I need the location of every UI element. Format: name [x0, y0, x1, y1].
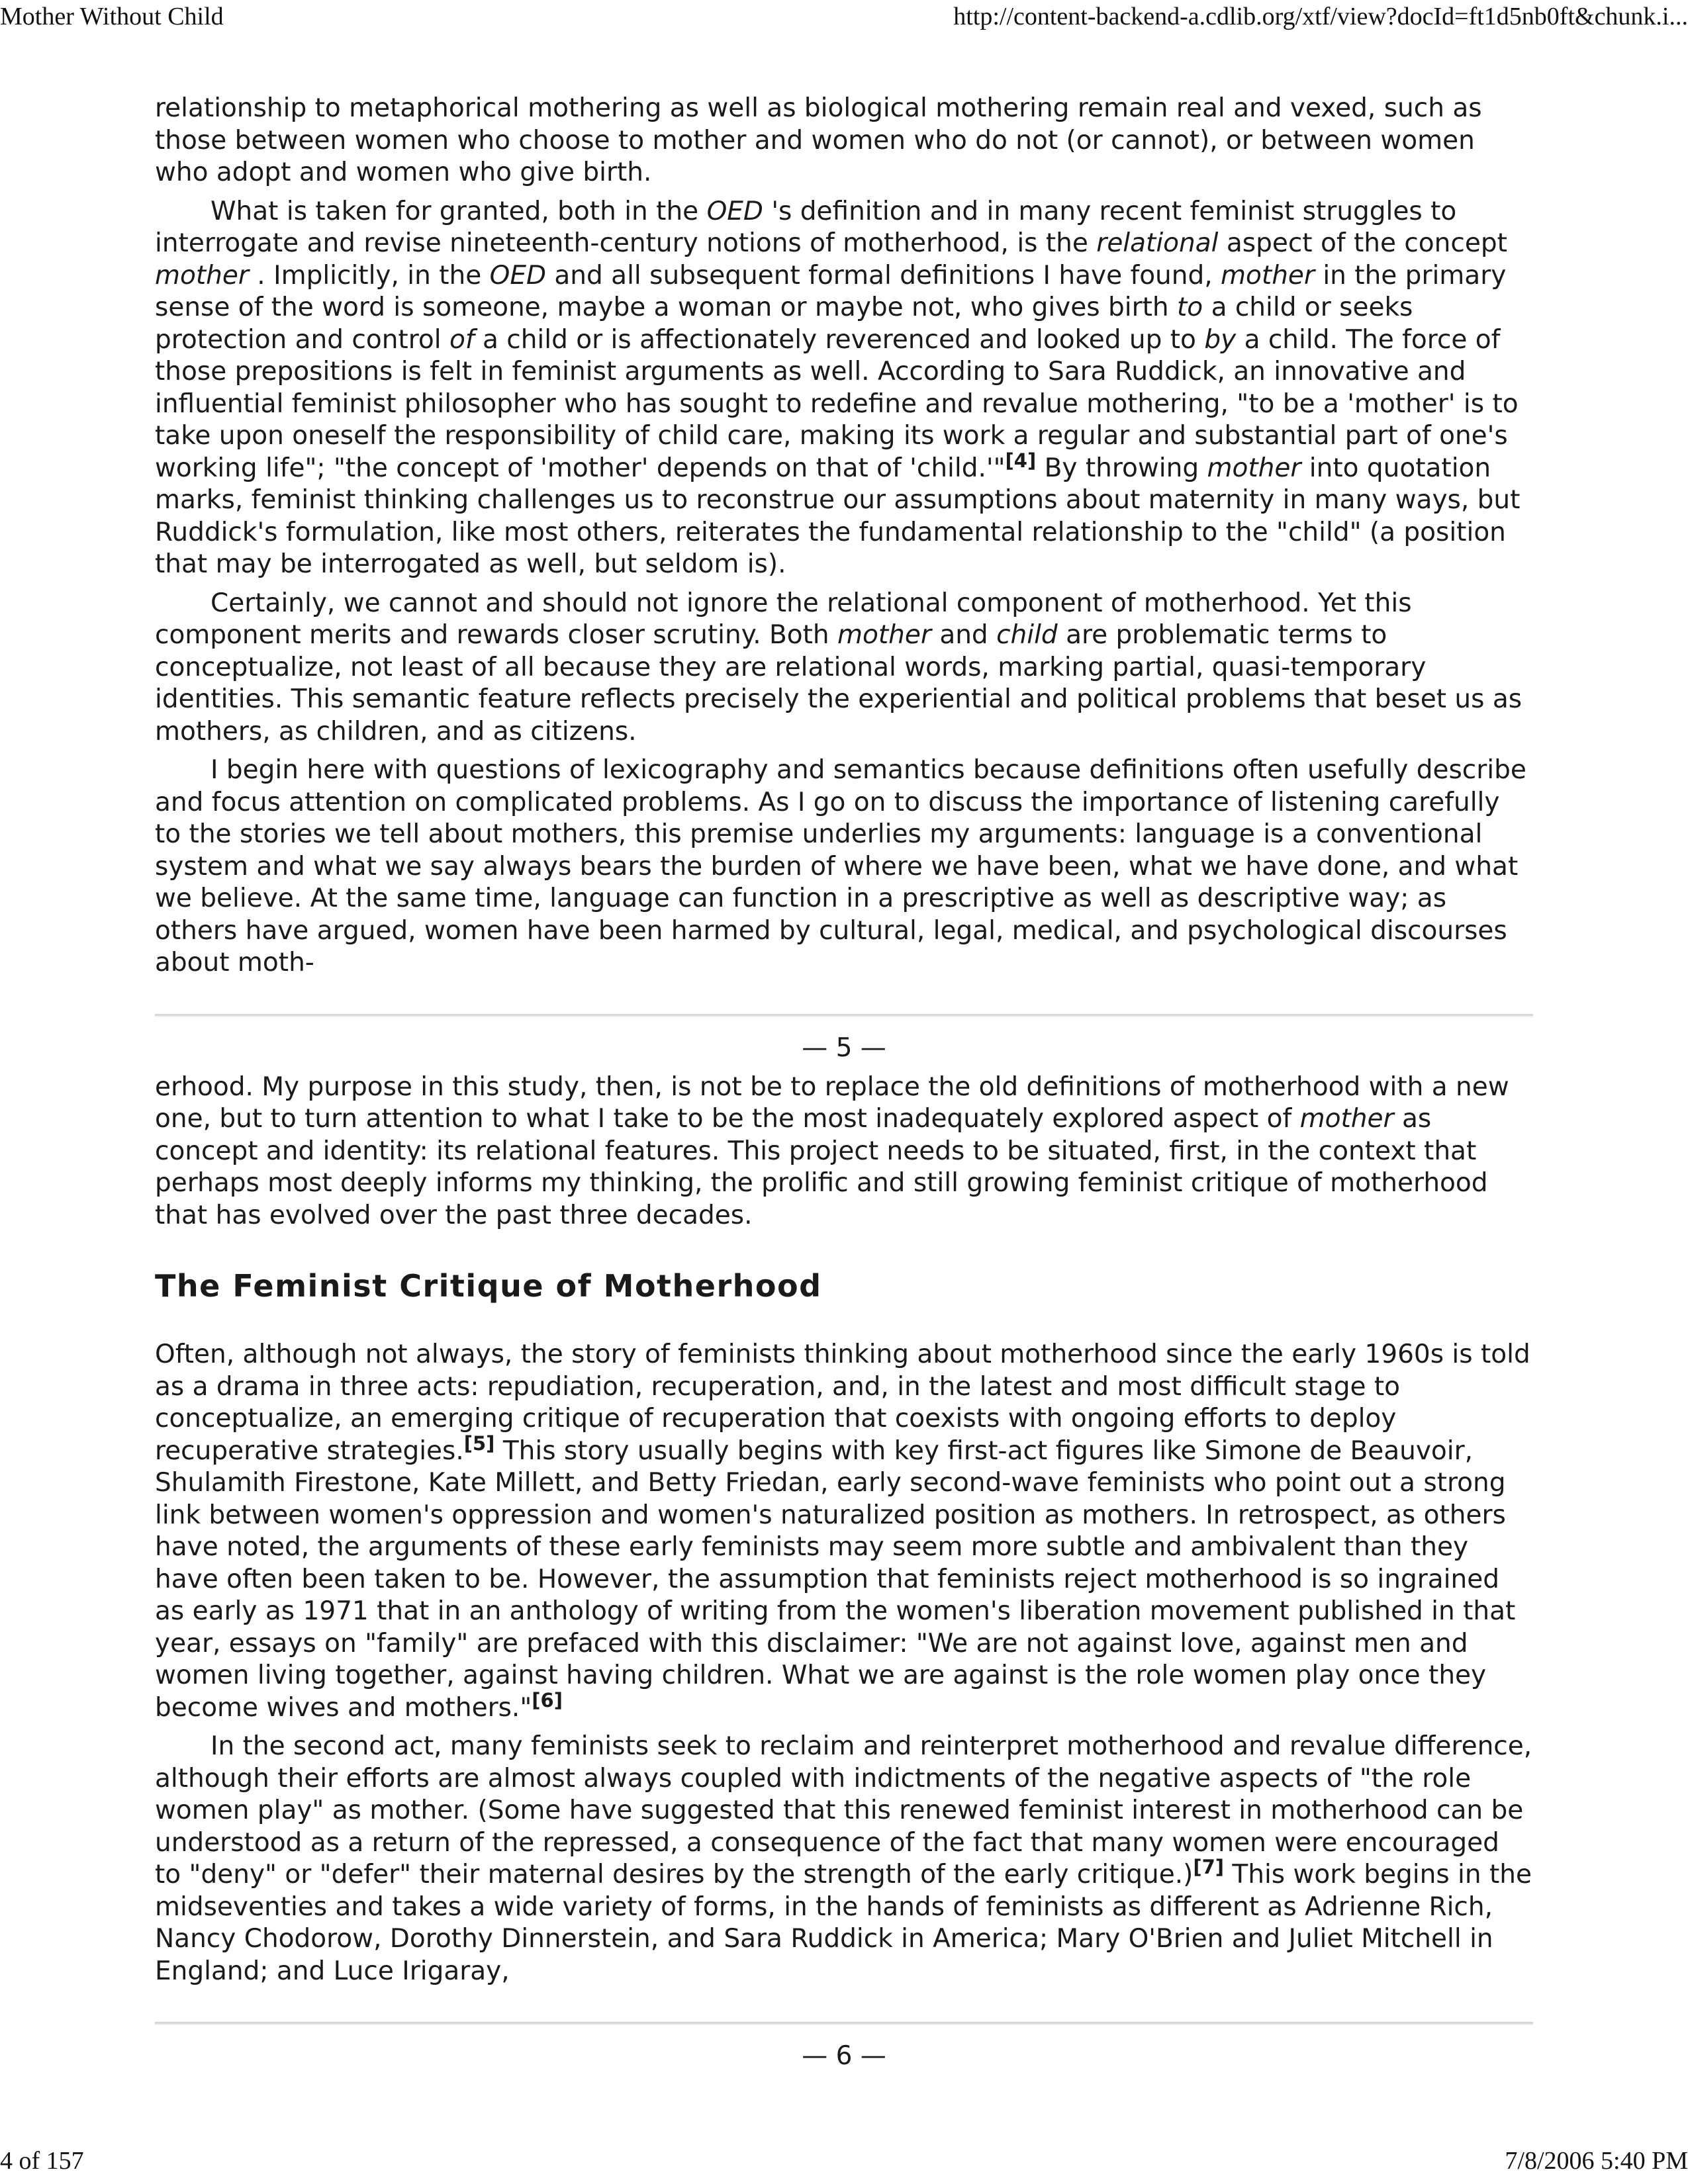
page-divider: [155, 1014, 1533, 1017]
paragraph: Certainly, we cannot and should not ignore the relational component of motherhood. Yet this component merits and rewards closer scrutiny. Both mother and child are problematic terms to conceptualize, not least of all because they are relational words, marking partial, quasi-temporary identities. This semantic feature reflects precisely the experiential and political problems that beset us as mothers, as children, and as citizens.: [155, 588, 1523, 747]
paragraph: I begin here with questions of lexicography and semantics because definitions often usefully describe and focus attention on complicated problems. As I go on to discuss the importance of listening carefully to the stories we tell about mothers, this premise underlies my arguments: language is a conventional system and what we say always bears the burden of where we have been, what we have done, and what we believe. At the same time, language can function in a prescriptive as well as descriptive way; as others have argued, women have been harmed by cultural, legal, medical, and psychological discourses about moth-: [155, 755, 1526, 978]
paragraph: relationship to metaphorical mothering as well as biological mothering remain real and vexed, such as those between women who choose to mother and women who do not (or cannot), or between women who adopt and women who give birth.: [155, 93, 1482, 187]
page-number: — 5 —: [802, 1032, 886, 1063]
paragraph: Often, although not always, the story of feminists thinking about motherhood since the early 1960s is told as a drama in three acts: repudiation, recuperation, and, in the latest and most difficult stage to conceptualize, an emerging critique of recuperation that coexists with ongoing efforts to deploy recuperative strategies.[5] This story usually begins with key first-act figures like Simone de Beauvoir, Shulamith Firestone, Kate Millett, and Betty Friedan, early second-wave feminists who point out a strong link between women's oppression and women's naturalized position as mothers. In retrospect, as others have noted, the arguments of these early feminists may seem more subtle and ambivalent than they have often been taken to be. However, the assumption that feminists reject motherhood is so ingrained as early as 1971 that in an anthology of writing from the women's liberation movement published in that year, essays on "family" are prefaced with this disclaimer: "We are not against love, against men and women living together, against having children. What we are against is the role women play once they become wives and mothers."[6]: [155, 1340, 1530, 1723]
section-heading: The Feminist Critique of Motherhood: [155, 1268, 822, 1304]
page-number: — 6 —: [802, 2041, 886, 2071]
page-url[interactable]: http://content-backend-a.cdlib.org/xtf/view?docId=ft1d5nb0ft&chunk.i...: [953, 3, 1688, 30]
footnote-link-4[interactable]: [4]: [1005, 449, 1037, 472]
paragraph: erhood. My purpose in this study, then, is not be to replace the old definitions of motherhood with a new one, but to turn attention to what I take to be the most inadequately explored aspect of mother as concept and identity: its relational features. This project needs to be situated, first, in the context that perhaps most deeply informs my thinking, the prolific and still growing feminist critique of motherhood that has evolved over the past three decades.: [155, 1071, 1509, 1230]
paragraph: What is taken for granted, both in the OED 's definition and in many recent feminist struggles to interrogate and revise nineteenth-century notions of motherhood, is the relational aspect of the concept mother . Implicitly, in the OED and all subsequent formal definitions I have found, mother in the primary sense of the word is someone, maybe a woman or maybe not, who gives birth to a child or seeks protection and control of a child or is affectionately reverenced and looked up to by a child. The force of those prepositions is felt in feminist arguments as well. According to Sara Ruddick, an innovative and influential feminist philosopher who has sought to redefine and revalue mothering, "to be a 'mother' is to take upon oneself the responsibility of child care, making its work a regular and substantial part of one's working life"; "the concept of 'mother' depends on that of 'child.'"[4] By throwing mother into quotation marks, feminist thinking challenges us to reconstrue our assumptions about maternity in many ways, but Ruddick's formulation, like most others, reiterates the fundamental relationship to the "child" (a position that may be interrogated as well, but seldom is).: [155, 196, 1521, 579]
footnote-link-6[interactable]: [6]: [532, 1688, 563, 1711]
print-page-count: 4 of 157: [0, 2147, 84, 2175]
page-divider: [155, 2022, 1533, 2025]
paragraph: In the second act, many feminists seek to reclaim and reinterpret motherhood and revalue difference, although their efforts are almost always coupled with indictments of the negative aspects of "the role women play" as mother. (Some have suggested that this renewed feminist interest in motherhood can be understood as a return of the repressed, a consequence of the fact that many women were encouraged to "deny" or "defer" their maternal desires by the strength of the early critique.)[7] This work begins in the midseventies and takes a wide variety of forms, in the hands of feminists as different as Adrienne Rich, Nancy Chodorow, Dorothy Dinnerstein, and Sara Ruddick in America; Mary O'Brien and Juliet Mitchell in England; and Luce Irigaray,: [155, 1731, 1532, 1986]
footnote-link-5[interactable]: [5]: [463, 1432, 495, 1455]
document-title: Mother Without Child: [0, 3, 224, 30]
article-body: [155, 93, 1533, 2079]
print-timestamp: 7/8/2006 5:40 PM: [1505, 2147, 1688, 2175]
footnote-link-7[interactable]: [7]: [1193, 1856, 1225, 1878]
